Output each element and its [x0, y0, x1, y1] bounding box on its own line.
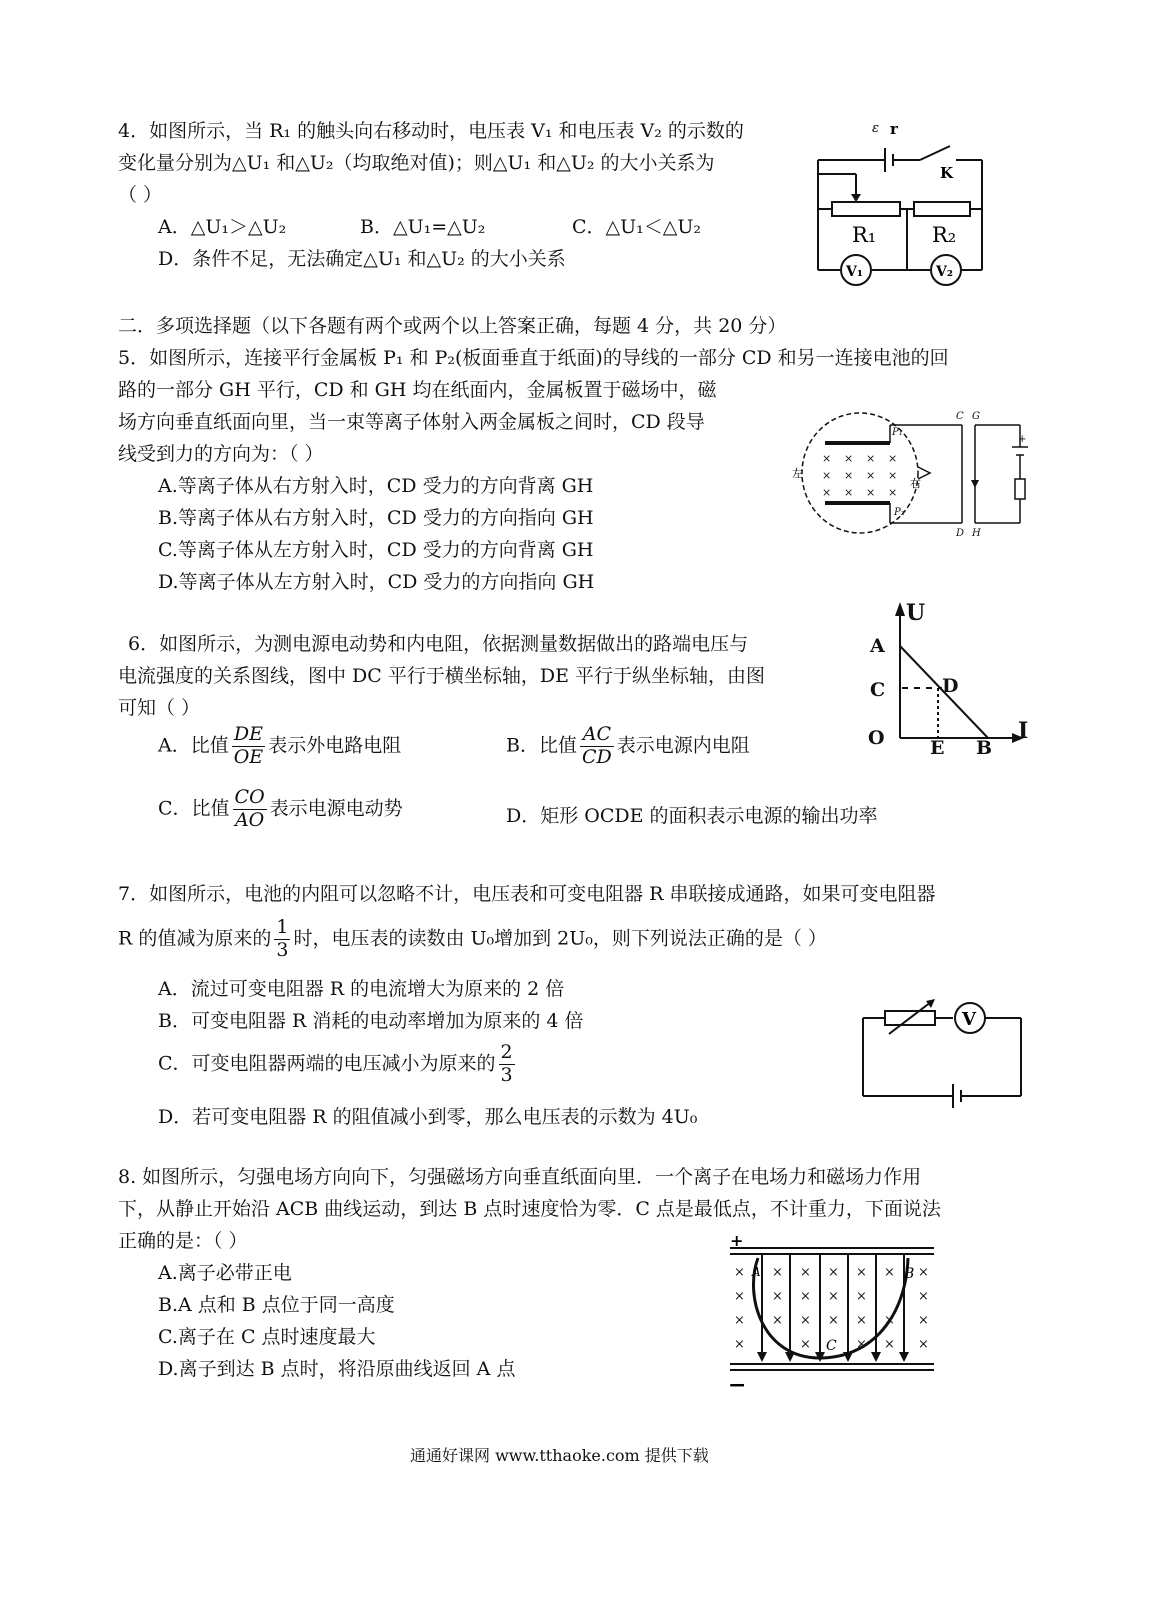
- q8-option-c: C.离子在 C 点时速度最大: [158, 1326, 376, 1348]
- q6-fig-d: D: [942, 675, 959, 697]
- q5-fig-cross: ×: [888, 452, 898, 465]
- q5-fig-cross: ×: [844, 469, 854, 482]
- q6-option-a: [158, 724, 401, 769]
- q8-fig-cross: ×: [884, 1337, 895, 1352]
- q6-option-a-prefix: A．比值: [158, 734, 229, 757]
- q4-stem-line1: 4．如图所示，当 R₁ 的触头向右移动时，电压表 V₁ 和电压表 V₂ 的示数的: [118, 120, 744, 142]
- q7-option-c: [158, 1042, 518, 1087]
- q6-option-c: [158, 787, 403, 832]
- q5-fig-c: C: [956, 411, 964, 422]
- q8-option-d: D.离子到达 B 点时，将沿原曲线返回 A 点: [158, 1358, 516, 1380]
- q4-option-a: A．△U₁＞△U₂: [158, 216, 287, 238]
- q7-option-c-fraction: [499, 1042, 515, 1087]
- q8-fig-cross: ×: [734, 1313, 745, 1328]
- q6-option-c-suffix: 表示电源电动势: [269, 797, 403, 820]
- q8-fig-cross: ×: [800, 1265, 811, 1280]
- q5-fig-left: 左: [792, 467, 803, 480]
- q5-option-b: B.等离子体从右方射入时，CD 受力的方向指向 GH: [158, 507, 594, 529]
- q6-stem-line3: 可知（ ）: [118, 697, 201, 719]
- q7-option-a: A．流过可变电阻器 R 的电流增大为原来的 2 倍: [158, 978, 565, 1000]
- q6-option-a-numerator: DE: [232, 724, 265, 747]
- q6-fig-i: I: [1018, 718, 1029, 744]
- q6-option-a-fraction: [232, 724, 265, 769]
- q8-fig-cross: ×: [856, 1313, 867, 1328]
- q5-fig-cross: ×: [844, 486, 854, 499]
- q8-fig-a: A: [752, 1265, 761, 1279]
- q6-stem-line2: 电流强度的关系图线，图中 DC 平行于横坐标轴，DE 平行于纵坐标轴，由图: [118, 665, 765, 687]
- q5-fig-p2: P₂: [894, 507, 905, 518]
- q8-fig-cross: ×: [772, 1265, 783, 1280]
- q6-option-a-denominator: OE: [233, 745, 264, 768]
- q6-option-b-suffix: 表示电源内电阻: [616, 734, 750, 757]
- q6-stem-line1: 6．如图所示，为测电源电动势和内电阻，依据测量数据做出的路端电压与: [128, 633, 749, 655]
- q5-fig-cross: ×: [866, 486, 876, 499]
- q8-field-diagram: [722, 1231, 942, 1398]
- q6-option-a-suffix: 表示外电路电阻: [268, 734, 402, 757]
- q8-fig-cross: ×: [856, 1289, 867, 1304]
- q7-option-c-prefix: C．可变电阻器两端的电压减小为原来的: [158, 1052, 496, 1075]
- q5-option-a: A.等离子体从右方射入时，CD 受力的方向背离 GH: [158, 475, 594, 497]
- q6-option-d: D．矩形 OCDE 的面积表示电源的输出功率: [506, 805, 878, 827]
- q8-option-b: B.A 点和 B 点位于同一高度: [158, 1294, 395, 1316]
- q5-fig-cross: ×: [866, 452, 876, 465]
- q7-stem-line2: [118, 917, 827, 962]
- q8-fig-cross: ×: [800, 1289, 811, 1304]
- q7-stem-numerator: 1: [276, 916, 289, 938]
- q6-fig-b: B: [976, 737, 993, 759]
- q6-fig-o: O: [868, 727, 885, 749]
- q6-fig-u: U: [906, 600, 926, 626]
- q8-fig-cross: ×: [884, 1313, 895, 1328]
- q5-fig-cross: ×: [822, 469, 832, 482]
- q7-stem-line2-suffix: 时，电压表的读数由 U₀增加到 2U₀，则下列说法正确的是（ ）: [293, 927, 827, 950]
- q4-option-d: D．条件不足，无法确定△U₁ 和△U₂ 的大小关系: [158, 248, 566, 270]
- q5-fig-plus: +: [1018, 434, 1027, 445]
- q4-fig-v1: V₁: [846, 264, 863, 280]
- q4-fig-r2: R₂: [932, 223, 957, 247]
- q8-fig-cross: ×: [734, 1337, 745, 1352]
- q4-option-c: C．△U₁＜△U₂: [572, 216, 702, 238]
- q8-fig-cross: ×: [918, 1313, 929, 1328]
- q8-fig-c: C: [826, 1338, 837, 1354]
- q6-fig-e: E: [930, 737, 945, 759]
- q5-fig-cross: ×: [888, 469, 898, 482]
- q8-stem-line1: 8. 如图所示，匀强电场方向向下，匀强磁场方向垂直纸面向里．一个离子在电场力和磁场力作用: [118, 1166, 922, 1188]
- page-footer: 通通好课网 www.tthaoke.com 提供下载: [410, 1446, 709, 1465]
- q5-fig-cross: ×: [822, 486, 832, 499]
- q8-fig-plus: +: [730, 1231, 744, 1250]
- q8-fig-cross: ×: [918, 1337, 929, 1352]
- q5-option-c: C.等离子体从左方射入时，CD 受力的方向背离 GH: [158, 539, 594, 561]
- q7-stem-line1: 7．如图所示，电池的内阻可以忽略不计，电压表和可变电阻器 R 串联接成通路，如果可变电阻器: [118, 883, 936, 905]
- q6-option-b-numerator: AC: [580, 724, 614, 747]
- q8-stem-line2: 下，从静止开始沿 ACB 曲线运动，到达 B 点时速度恰为零．C 点是最低点，不计重力，下面说法: [118, 1198, 941, 1220]
- q7-option-c-denominator: 3: [500, 1063, 513, 1086]
- q4-fig-r: r: [890, 120, 898, 138]
- q8-option-a: A.离子必带正电: [158, 1262, 292, 1284]
- q5-option-d: D.等离子体从左方射入时，CD 受力的方向指向 GH: [158, 571, 595, 593]
- q8-fig-cross: ×: [856, 1265, 867, 1280]
- q6-option-b-denominator: CD: [581, 745, 612, 768]
- q7-stem-line2-prefix: R 的值减为原来的: [118, 927, 272, 950]
- q7-option-d: D．若可变电阻器 R 的阻值减小到零，那么电压表的示数为 4U₀: [158, 1106, 698, 1128]
- q5-stem-line1: 5．如图所示，连接平行金属板 P₁ 和 P₂(板面垂直于纸面)的导线的一部分 CD 和另一连接电池的回: [118, 347, 949, 369]
- q5-fig-cross: ×: [888, 486, 898, 499]
- q4-fig-eps: ε: [872, 121, 879, 136]
- q6-option-b: [506, 724, 750, 769]
- q5-fig-p1: P₁: [892, 427, 903, 438]
- q4-stem-line3: （ ）: [118, 184, 163, 206]
- q4-fig-r1: R₁: [852, 223, 877, 247]
- q5-stem-line4: 线受到力的方向为：（ ）: [118, 443, 324, 465]
- q6-option-c-prefix: C．比值: [158, 797, 230, 820]
- q5-fig-g: G: [972, 411, 980, 422]
- q5-fig-cross: ×: [822, 452, 832, 465]
- q7-circuit-diagram: [855, 1000, 1030, 1115]
- q5-fig-d: D: [956, 528, 965, 539]
- q5-stem-line2: 路的一部分 GH 平行，CD 和 GH 均在纸面内，金属板置于磁场中，磁: [118, 379, 717, 401]
- q8-fig-minus: −: [728, 1372, 747, 1398]
- q7-option-c-numerator: 2: [500, 1041, 513, 1063]
- q7-stem-fraction: [274, 917, 290, 962]
- q4-fig-k: K: [940, 164, 954, 182]
- q8-fig-cross: ×: [918, 1289, 929, 1304]
- q8-fig-cross: ×: [918, 1265, 929, 1280]
- q8-fig-cross: ×: [856, 1337, 867, 1352]
- q6-fig-a: A: [870, 635, 885, 657]
- q8-fig-cross: ×: [828, 1313, 839, 1328]
- q4-circuit-diagram: [810, 118, 1000, 283]
- q8-fig-cross: ×: [884, 1265, 895, 1280]
- q4-stem-line2: 变化量分别为△U₁ 和△U₂（均取绝对值)；则△U₁ 和△U₂ 的大小关系为: [118, 152, 715, 174]
- q5-stem-line3: 场方向垂直纸面向里，当一束等离子体射入两金属板之间时，CD 段导: [118, 411, 705, 433]
- q8-fig-cross: ×: [828, 1289, 839, 1304]
- section2-title: 二．多项选择题（以下各题有两个或两个以上答案正确，每题 4 分，共 20 分）: [118, 315, 787, 337]
- q5-fig-h: H: [972, 528, 981, 539]
- q7-stem-denominator: 3: [276, 938, 289, 961]
- q8-fig-cross: ×: [828, 1265, 839, 1280]
- q6-ui-graph: [862, 596, 1037, 761]
- q7-option-b: B．可变电阻器 R 消耗的电动率增加为原来的 4 倍: [158, 1010, 584, 1032]
- q6-option-c-numerator: CO: [234, 786, 265, 808]
- q6-option-c-denominator: AO: [234, 808, 265, 831]
- q8-fig-cross: ×: [734, 1289, 745, 1304]
- q6-option-c-fraction: [233, 787, 267, 832]
- q8-fig-cross: ×: [800, 1313, 811, 1328]
- q4-fig-v2: V₂: [936, 264, 953, 280]
- q8-fig-cross: ×: [772, 1289, 783, 1304]
- q8-fig-b: B: [904, 1266, 915, 1282]
- q6-fig-c: C: [870, 679, 886, 701]
- q8-fig-cross: ×: [800, 1337, 811, 1352]
- q6-option-b-prefix: B．比值: [506, 734, 577, 757]
- q8-fig-cross: ×: [734, 1265, 745, 1280]
- q8-stem-line3: 正确的是：（ ）: [118, 1230, 248, 1252]
- q7-fig-v: V: [962, 1009, 976, 1030]
- q4-option-b: B．△U₁=△U₂: [360, 216, 486, 238]
- q5-fig-cross: ×: [844, 452, 854, 465]
- q5-fig-cross: ×: [866, 469, 876, 482]
- q8-fig-cross: ×: [772, 1313, 783, 1328]
- q5-fig-right: 右: [910, 477, 921, 490]
- q6-option-b-fraction: [580, 724, 614, 769]
- q5-plasma-generator-diagram: [790, 405, 1050, 540]
